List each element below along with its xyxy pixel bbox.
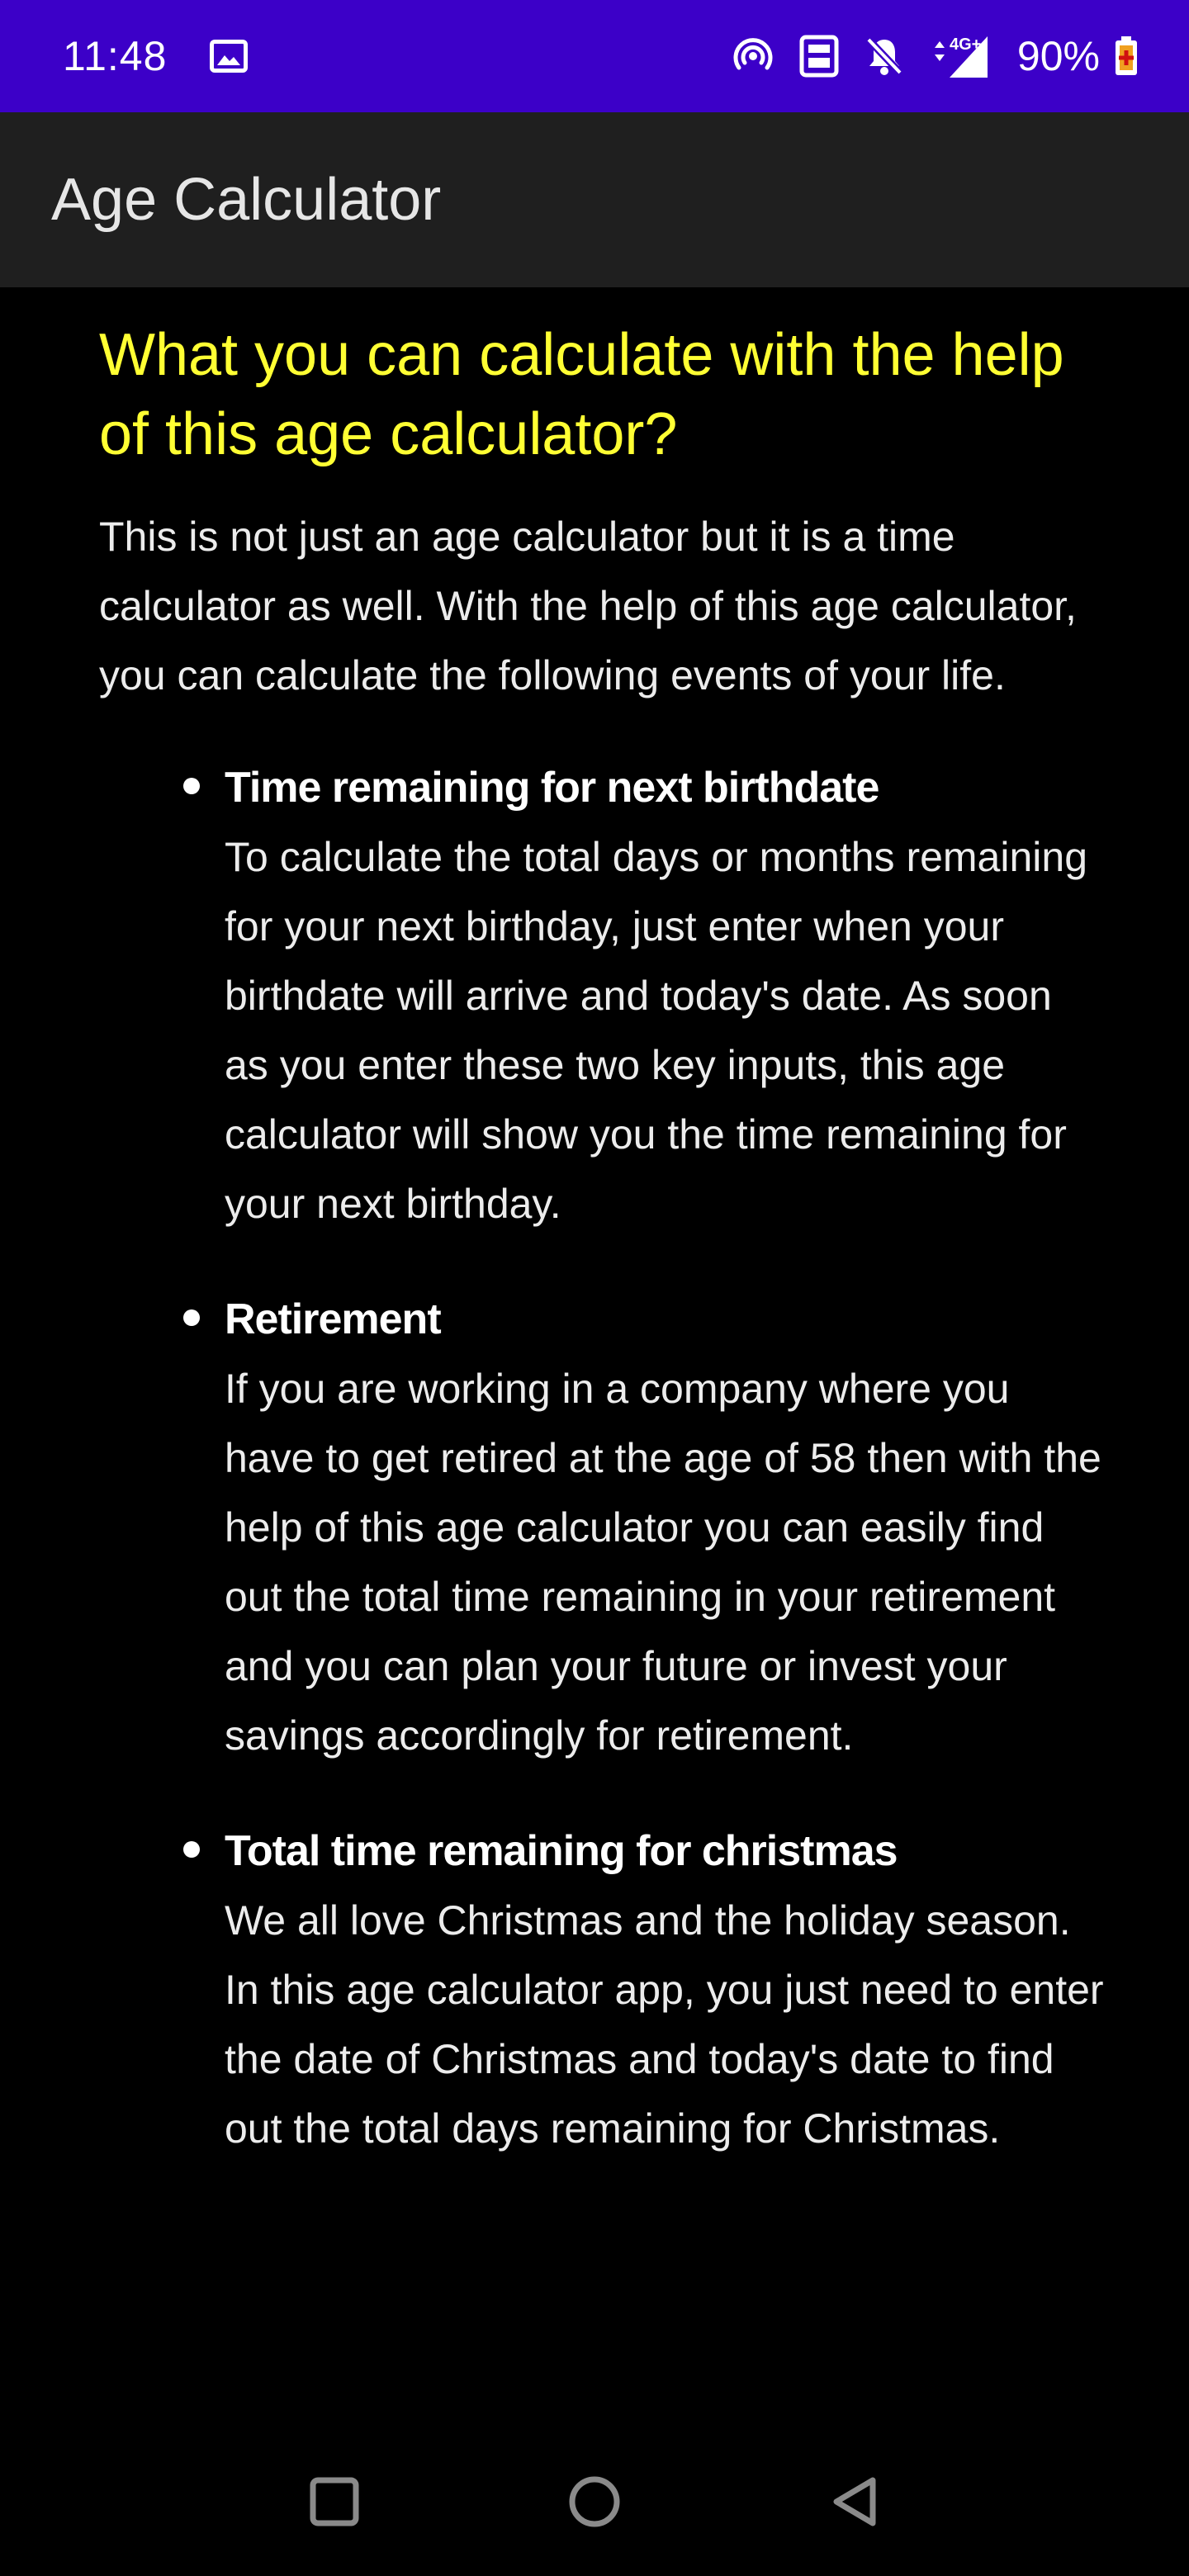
back-button[interactable] xyxy=(828,2474,881,2529)
bullet-icon xyxy=(183,1841,200,1858)
gallery-icon xyxy=(210,40,248,73)
list-item xyxy=(99,1285,1106,1770)
recents-button[interactable] xyxy=(308,2475,361,2528)
home-button[interactable] xyxy=(567,2474,622,2529)
square-icon xyxy=(308,2475,361,2528)
item-title: Total time remaining for christmas xyxy=(225,1827,898,1875)
section-heading: What you can calculate with the help of this age calculator? xyxy=(99,322,1064,467)
signal-icon xyxy=(930,33,992,79)
intro-paragraph: This is not just an age calculator but it is a time calculator as well. With the help of this age calculator, you can calculate the following events of your life. xyxy=(99,514,1077,698)
svg-text:4G+: 4G+ xyxy=(949,36,982,54)
navigation-bar xyxy=(0,2427,1189,2576)
list-item xyxy=(99,753,1106,1238)
list-item xyxy=(99,1816,1106,2163)
battery-saver-icon xyxy=(1113,35,1139,78)
item-title: Retirement xyxy=(225,1295,441,1343)
bullet-icon xyxy=(183,778,200,794)
bullet-icon xyxy=(183,1309,200,1326)
status-icons xyxy=(732,32,1139,80)
app-bar xyxy=(0,112,1189,287)
item-body: We all love Christmas and the holiday season. In this age calculator app, you just need to enter the date of Christmas and today's date to find out the total days remaining for Christmas. xyxy=(225,1897,1104,2152)
triangle-left-icon xyxy=(828,2474,881,2529)
item-body: If you are working in a company where you have to get retired at the age of 58 then with the help of this age calculator you can easily find out the total time remaining in your retirement and you can plan your future or invest your savings accordingly for retirement. xyxy=(225,1366,1101,1759)
circle-icon xyxy=(567,2474,622,2529)
item-title: Time remaining for next birthdate xyxy=(225,764,879,812)
article-content xyxy=(99,315,1106,2209)
app-title: Age Calculator xyxy=(51,167,442,233)
status-bar xyxy=(0,0,1189,112)
volte-icon xyxy=(799,35,839,78)
bell-off-icon xyxy=(864,35,905,78)
hotspot-icon xyxy=(732,35,775,78)
feature-list xyxy=(99,753,1106,2163)
item-body: To calculate the total days or months remaining for your next birthday, just enter when your birthdate will arrive and today's date. As soon as you enter these two key inputs, this age calculator will show you the time remaining for your next birthday. xyxy=(225,834,1087,1227)
status-time: 11:48 xyxy=(63,33,168,79)
battery-percent: 90% xyxy=(1016,33,1100,79)
